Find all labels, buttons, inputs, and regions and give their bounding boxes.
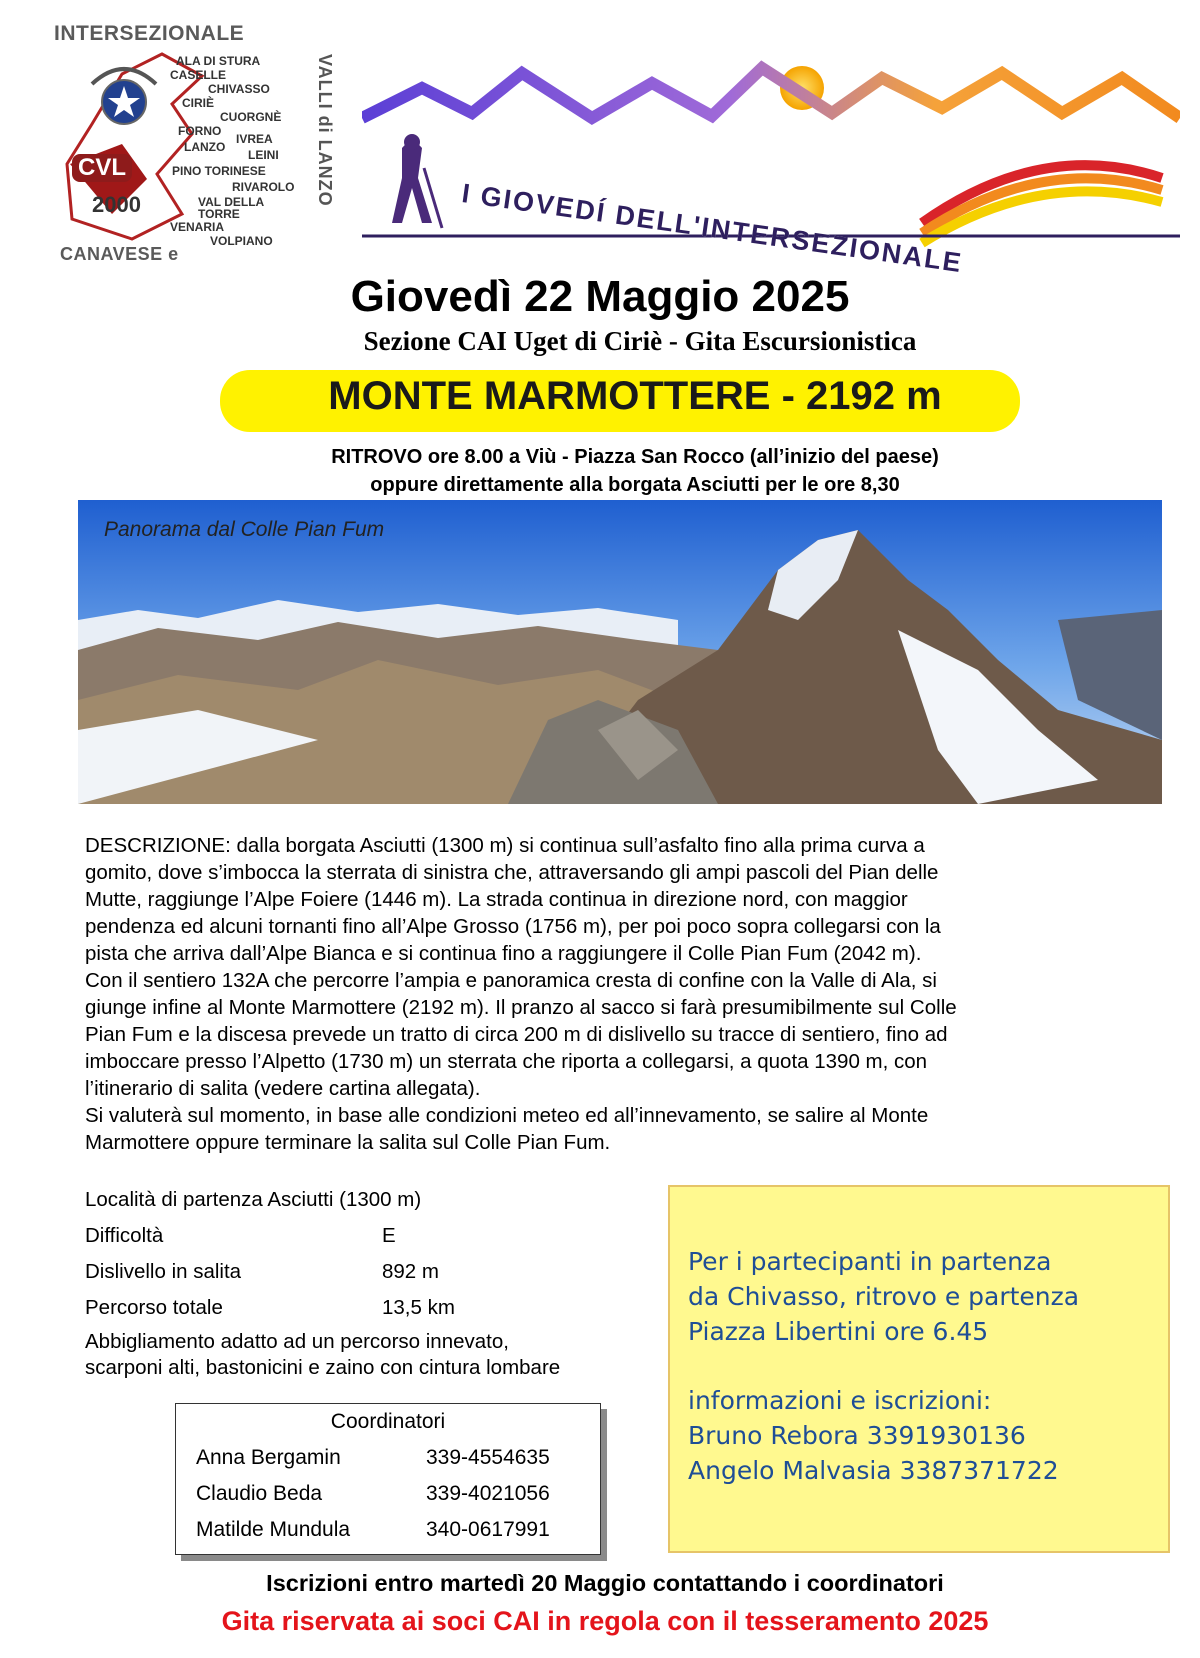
giovedi-banner bbox=[362, 58, 1180, 279]
logo-town: IVREA bbox=[236, 132, 273, 146]
coordinator-name: Claudio Beda bbox=[196, 1482, 323, 1505]
coordinator-phone: 339-4021056 bbox=[426, 1482, 550, 1505]
logo-town: VENARIA bbox=[170, 220, 225, 234]
logo-bottom-text: CANAVESE e bbox=[60, 244, 179, 264]
panorama-photo-illustration bbox=[78, 500, 1162, 804]
coordinator-phone: 340-0617991 bbox=[426, 1518, 550, 1541]
info-line: Per i partecipanti in partenza bbox=[688, 1247, 1052, 1276]
meeting-point-line: oppure direttamente alla borgata Asciutti per le ore 8,30 bbox=[370, 474, 900, 496]
logo-town: RIVAROLO bbox=[232, 180, 295, 194]
logo-town: LEINI bbox=[248, 148, 279, 162]
photo-caption: Panorama dal Colle Pian Fum bbox=[104, 518, 385, 541]
logo-top-text: INTERSEZIONALE bbox=[54, 22, 245, 45]
meeting-point-line: RITROVO ore 8.00 a Viù - Piazza San Rocco (all’inizio del paese) bbox=[331, 446, 939, 468]
logo-town: PINO TORINESE bbox=[172, 164, 266, 178]
info-line: informazioni e iscrizioni: bbox=[688, 1386, 992, 1415]
logo-town: CASELLE bbox=[170, 68, 227, 82]
logo-town: FORNO bbox=[178, 124, 222, 138]
logo-town: VOLPIANO bbox=[210, 234, 273, 248]
difficulty-value: E bbox=[382, 1224, 396, 1247]
coordinators-title: Coordinatori bbox=[330, 1410, 446, 1433]
difficulty-label: Difficoltà bbox=[85, 1224, 164, 1247]
coordinators-box bbox=[175, 1403, 601, 1555]
registration-deadline: Iscrizioni entro martedì 20 Maggio contattando i coordinatori bbox=[266, 1570, 944, 1596]
description-line: Si valuterà sul momento, in base alle condizioni meteo ed all’innevamento, se salire al Monte bbox=[85, 1104, 929, 1127]
logo-year: 2000 bbox=[92, 192, 141, 217]
description-line: imboccare presso l’Alpetto (1730 m) un sterrata che riporta a collegarsi, a quota 1390 m, con bbox=[85, 1050, 928, 1073]
logo-town: LANZO bbox=[184, 140, 226, 154]
main-title: MONTE MARMOTTERE - 2192 m bbox=[328, 374, 942, 418]
coordinator-name: Matilde Mundula bbox=[196, 1518, 351, 1541]
logo-town: CHIVASSO bbox=[208, 82, 270, 96]
banner-title: I GIOVEDÍ DELL'INTERSEZIONALE bbox=[459, 178, 965, 279]
description-line: pista che arriva dall’Alpe Bianca e si continua fino a raggiungere il Colle Pian Fum (2042 m). bbox=[85, 942, 922, 965]
info-line: Piazza Libertini ore 6.45 bbox=[688, 1317, 989, 1346]
info-contact: Bruno Rebora 3391930136 bbox=[688, 1421, 1026, 1450]
info-line: da Chivasso, ritrovo e partenza bbox=[688, 1282, 1080, 1311]
description-line: DESCRIZIONE: dalla borgata Asciutti (1300 m) si continua sull’asfalto fino alla prima curva a bbox=[85, 834, 925, 857]
coordinator-name: Anna Bergamin bbox=[196, 1446, 341, 1469]
description-line: Pian Fum e la discesa prevede un tratto di circa 200 m di dislivello su tracce di sentiero, fino ad bbox=[85, 1023, 948, 1046]
intersezionale-logo bbox=[52, 14, 342, 274]
elevation-value: 892 m bbox=[382, 1260, 439, 1283]
logo-town: ALA DI STURA bbox=[176, 54, 261, 68]
start-location: Località di partenza Asciutti (1300 m) bbox=[85, 1188, 422, 1211]
logo-town: VAL DELLA TORRE bbox=[198, 195, 264, 221]
logo-town: CUORGNÈ bbox=[220, 110, 282, 124]
description-line: pendenza ed alcuni tornanti fino all’Alpe Grosso (1756 m), per poi poco sopra collegarsi con la bbox=[85, 915, 941, 938]
panorama-photo bbox=[78, 500, 1162, 804]
description bbox=[85, 832, 1165, 1156]
clothing-line: scarponi alti, bastonicini e zaino con cintura lombare bbox=[85, 1356, 561, 1379]
description-line: Marmottere oppure terminare la salita sul Colle Pian Fum. bbox=[85, 1131, 611, 1154]
logo-cvl-badge: CVL bbox=[72, 154, 132, 182]
clothing-line: Abbigliamento adatto ad un percorso innevato, bbox=[85, 1330, 509, 1353]
distance-value: 13,5 km bbox=[382, 1296, 455, 1319]
description-line: Con il sentiero 132A che percorre l’ampia e panoramica cresta di confine con la Valle di Ala, si bbox=[85, 969, 937, 992]
description-line: giunge infine al Monte Marmottere (2192 m). Il pranzo al sacco si farà presumibilmente sul Colle bbox=[85, 996, 957, 1019]
elevation-label: Dislivello in salita bbox=[85, 1260, 242, 1283]
logo-town: CIRIÈ bbox=[182, 96, 215, 110]
logo-side-text: VALLI di LANZO bbox=[315, 54, 335, 207]
info-contact: Angelo Malvasia 3387371722 bbox=[688, 1456, 1059, 1485]
coordinator-phone: 339-4554635 bbox=[426, 1446, 550, 1469]
distance-label: Percorso totale bbox=[85, 1296, 223, 1319]
event-section: Sezione CAI Uget di Ciriè - Gita Escursionistica bbox=[363, 326, 917, 356]
info-box bbox=[668, 1185, 1170, 1553]
description-line: l’itinerario di salita (vedere cartina allegata). bbox=[85, 1077, 481, 1100]
members-only-notice: Gita riservata ai soci CAI in regola con il tesseramento 2025 bbox=[221, 1606, 989, 1636]
description-line: gomito, dove s’imbocca la sterrata di sinistra che, attraversando gli ampi pascoli del Pian delle bbox=[85, 861, 939, 884]
description-line: Mutte, raggiunge l’Alpe Foiere (1446 m). La strada continua in direzione nord, con maggior bbox=[85, 888, 908, 911]
event-date: Giovedì 22 Maggio 2025 bbox=[350, 272, 850, 321]
